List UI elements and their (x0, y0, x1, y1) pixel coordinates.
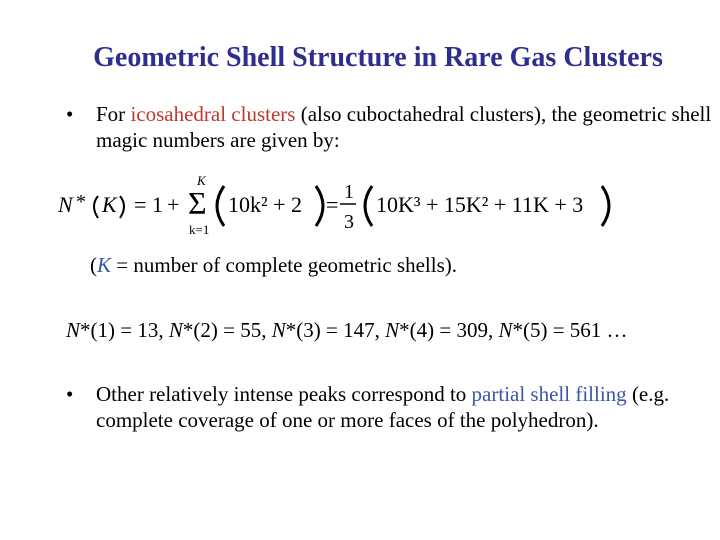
eq-sum-upper: K (197, 173, 206, 188)
eq-sigma: Σ (188, 185, 207, 221)
magic-numbers-list (66, 318, 628, 343)
bullet-text (96, 101, 720, 153)
eq-paren-left (94, 196, 98, 218)
slide-title: Geometric Shell Structure in Rare Gas Clusters (93, 42, 663, 73)
magic-item-5: N*(5) = 561 (498, 318, 602, 342)
eq-one: 1 (152, 192, 163, 217)
eq-sum-lower: k=1 (189, 222, 210, 237)
bullet-marker: • (66, 382, 74, 406)
eq-plus: + (167, 192, 180, 217)
bullet-marker: • (66, 102, 74, 126)
eq-big-paren-left-2 (365, 186, 372, 226)
magic-number-equation (54, 172, 619, 238)
definition-open-paren: ( (90, 253, 97, 277)
eq-big-paren-right-2 (602, 186, 609, 226)
eq-frac-den: 3 (344, 211, 354, 233)
bullet-text-pre: Other relatively intense peaks correspond to (96, 382, 472, 406)
eq-lhs-k: K (102, 192, 117, 217)
eq-paren-right (120, 196, 124, 218)
magic-item-2: N*(2) = 55, (168, 318, 272, 342)
eq-frac-num: 1 (344, 181, 354, 203)
eq-equals: = (134, 192, 147, 217)
eq-sum-term: 10k² + 2 (228, 192, 303, 217)
eq-lhs-n: N (58, 192, 73, 217)
bullet-text-post: (e.g. complete coverage of one or more faces of the polyhedron). (96, 382, 670, 432)
definition-text: = number of complete geometric shells). (111, 253, 458, 277)
eq-big-paren-left (217, 186, 224, 226)
eq-polynomial: 10K³ + 15K² + 11K + 3 (376, 192, 584, 217)
icosahedral-highlight: icosahedral clusters (130, 102, 296, 126)
magic-ellipsis: … (606, 318, 628, 342)
shell-definition (90, 253, 457, 278)
magic-item-4: N*(4) = 309, (385, 318, 499, 342)
bullet-text (96, 381, 716, 433)
partial-shell-highlight: partial shell filling (471, 382, 627, 406)
magic-item-1: N*(1) = 13, (66, 318, 169, 342)
eq-lhs-star: * (76, 191, 86, 213)
bullet-text-pre: For (96, 102, 131, 126)
bullet-text-post: (also cuboctahedral clusters), the geometric shell magic numbers are given by: (96, 102, 712, 152)
eq-big-paren-right (316, 186, 323, 226)
eq-equals-2: = (326, 192, 339, 217)
magic-item-3: N*(3) = 147, (271, 318, 386, 342)
definition-k-symbol: K (97, 253, 112, 277)
